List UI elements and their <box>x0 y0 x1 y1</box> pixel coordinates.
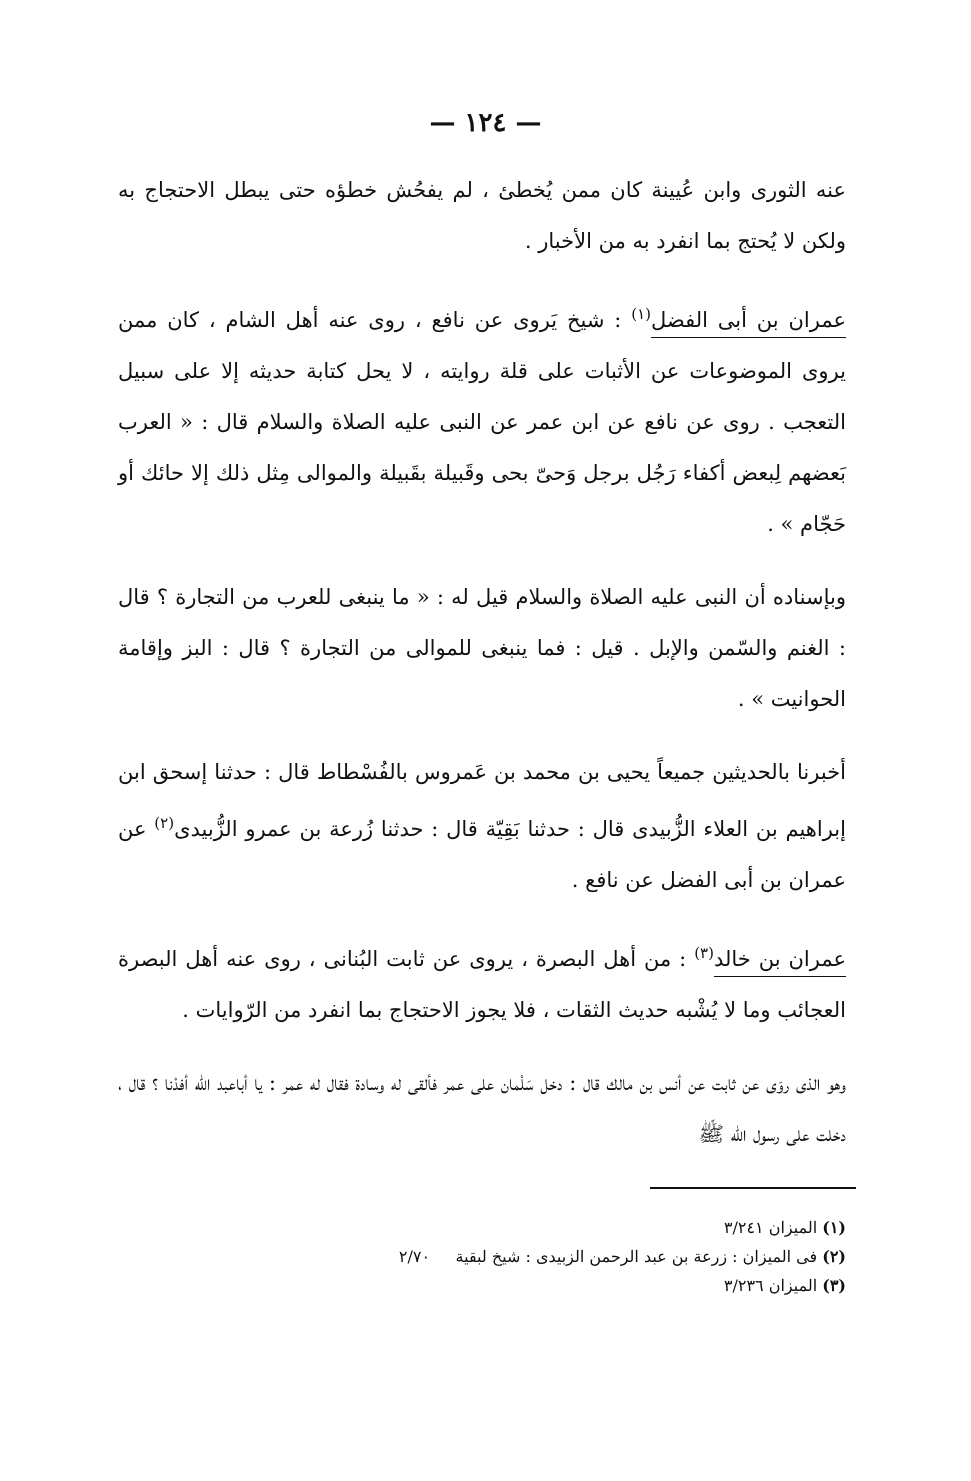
paragraph-1 <box>118 165 846 267</box>
main-text <box>118 165 846 1182</box>
footnote-ref-3: (٣) <box>694 944 714 962</box>
footnote-1-text: المیزان ٣/٢٤١ <box>723 1218 818 1237</box>
footnotes <box>300 1213 846 1300</box>
paragraph-4 <box>118 747 846 906</box>
footnote-3 <box>300 1271 846 1300</box>
footnote-2 <box>300 1242 846 1271</box>
paragraph-1-line-1: عنه الثوری وابن عُیینة کان ممن یُخطئ ، لم یفحُش خطؤه حتی یبطل الاحتجاج به <box>118 178 846 202</box>
footnote-separator <box>650 1187 856 1189</box>
footnote-1 <box>300 1213 846 1242</box>
page-number: — ١٢٤ — <box>429 108 542 138</box>
paragraph-5 <box>118 928 846 1036</box>
footnote-2-extra: ٢/٧٠ <box>398 1247 431 1266</box>
paragraph-1-line-2: ولکن لا یُحتج بما انفرد به من الأخبار . <box>524 229 846 253</box>
paragraph-6 <box>118 1058 846 1160</box>
paragraph-3-text: وبإسناده أن النبی علیه الصلاة والسلام قیل له : « ما ینبغی للعرب من التجارة ؟ قال : الغنم والسّمن والإبل . قیل : فما ینبغی للموالی من التجارة ؟ قال : البز وإقامة الحوانیت » . <box>118 585 846 711</box>
footnote-1-number: (١) <box>822 1218 846 1237</box>
entry-heading-imran-khalid: عمران بن خالد <box>713 947 847 971</box>
footnote-3-number: (٣) <box>822 1276 846 1295</box>
paragraph-3 <box>118 572 846 725</box>
paragraph-2-text: : شیخ یَروی عن نافع ، روی عنه أهل الشام ، کان ممن یروی الموضوعات عن الأثبات علی قلة روایته ، لا یحل کتابة حدیثه إلا علی سبیل التعجب . روی عن نافع عن ابن عمر عن النبی علیه الصلاة والسلام قال : « العرب بَعضهم لِبعض أکفاء رَجُل برجل وَحیّ بحی وقَبیلة بقَبیلة والموالی مِثل ذلك إلا حائك أو حَجّام » . <box>118 308 846 536</box>
paragraph-4-text-after: عن عمران بن أبی الفضل عن نافع . <box>118 817 846 892</box>
footnote-3-text: المیزان ٣/٢٣٦ <box>723 1276 818 1295</box>
paragraph-6-text: وهو الذی روَی عن ثابت عن أنس بن مالك قال : دخل سَلْمان علی عمر فألقی له وسادة فقال له عمر : یا أباعبد الله أفدْنا ؟ قال ، دخلت علی رسول الله ﷺ <box>118 1071 846 1146</box>
footnote-2-number: (٢) <box>822 1247 846 1266</box>
paragraph-5-text: : من أهل البصرة ، یروی عن ثابت البُنانی ، روی عنه أهل البصرة العجائب وما لا یُشْبه حدیث الثقات ، فلا یجوز الاحتجاج بما انفرد من الرّوایات . <box>118 947 846 1022</box>
entry-heading-imran-abi-al-fadl: عمران بن أبی الفضل <box>650 308 846 332</box>
footnote-ref-1: (١) <box>631 305 651 323</box>
paragraph-2 <box>118 289 846 550</box>
footnote-ref-2: (٢) <box>154 814 175 832</box>
paragraph-4-text: أخبرنا بالحدیثین جمیعاً یحیی بن محمد بن عَمروس بالفُسْطاط قال : حدثنا إسحق ابن إبراهیم بن العلاء الزُّبیدی قال : حدثنا بَقِیّة قال : حدثنا زُرعة بن عمرو الزُّبیدی <box>118 760 846 841</box>
footnote-2-text: فی المیزان : زرعة بن عبد الرحمن الزبیدی : شیخ لبقیة <box>455 1247 818 1266</box>
